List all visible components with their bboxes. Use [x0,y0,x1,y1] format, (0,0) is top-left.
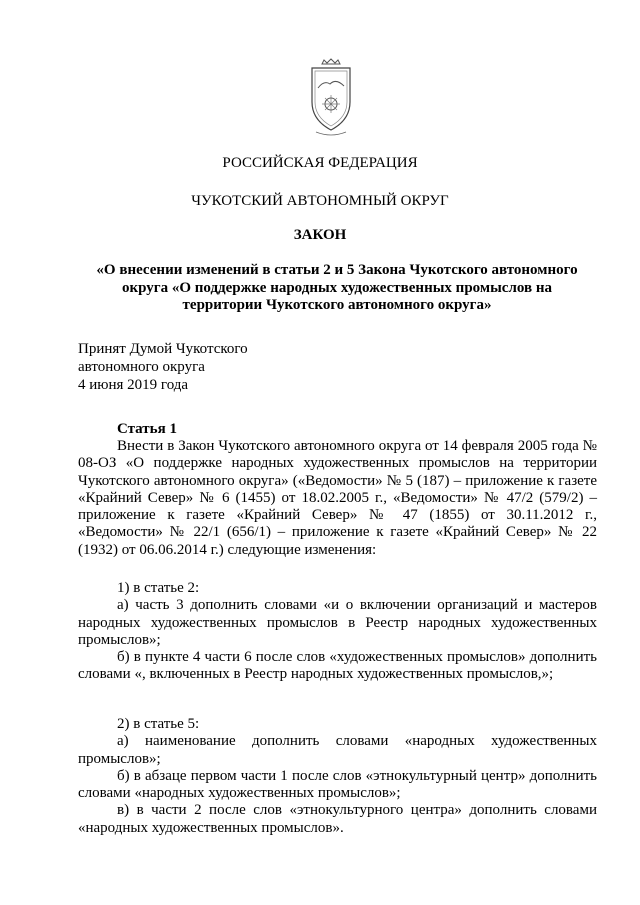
amendment-item: б) в пункте 4 части 6 после слов «художественных промыслов» дополнить словами «, включенных в Реестр народных художественных промыслов,»; [78,649,597,683]
adoption-date: 4 июня 2019 года [78,377,189,393]
article-intro [78,438,597,559]
law-title [78,262,596,315]
adoption-line: Принят Думой Чукотского [78,341,248,357]
law-title-line: «О внесении изменений в статьи 2 и 5 Закона Чукотского автономного [96,262,578,278]
adoption-note [78,340,248,394]
law-title-line: территории Чукотского автономного округа» [182,297,492,313]
article-heading: Статья 1 [117,421,177,437]
amendment-item: а) часть 3 дополнить словами «и о включении организаций и мастеров народных художественных промыслов в Реестр народных художественных промыслов»; [78,597,597,648]
adoption-line: автономного округа [78,359,205,375]
amendments-article-5 [78,716,597,837]
amendment-item: в) в части 2 после слов «этнокультурного центра» дополнить словами «народных художественных промыслов». [78,802,597,836]
law-title-line: округа «О поддержке народных художественных промыслов на [121,279,553,296]
amendment-item: а) наименование дополнить словами «народных художественных промыслов»; [78,733,597,767]
document-type-heading: ЗАКОН [293,227,347,243]
article-intro-text: Внести в Закон Чукотского автономного округа от 14 февраля 2005 года № 08-ОЗ «О поддержке народных художественных промыслов на территории Чукотского автономного округа» («Ведомости» № 5 (187) – приложение к газете «Крайний Север» № 6 (1455) от 18.02.2005 г., «Ведомости» № 47/2 (579/2) – приложение к газете «Крайний Север» № 47 (1855) от 30.11.2012 г., «Ведомости» № 22/1 (656/1) – приложение к газете «Крайний Север» № 22 (1932) от 06.06.2014 г.) следующие изменения: [78,438,597,558]
amendment-section-heading: 2) в статье 5: [117,716,200,732]
amendment-item: б) в абзаце первом части 1 после слов «этнокультурный центр» дополнить словами «народных художественных промыслов»; [78,767,597,802]
amendment-section-heading: 1) в статье 2: [117,580,200,596]
amendments-article-2 [78,580,597,684]
region-heading: ЧУКОТСКИЙ АВТОНОМНЫЙ ОКРУГ [191,193,449,209]
coat-of-arms-icon [302,58,360,138]
federation-heading: РОССИЙСКАЯ ФЕДЕРАЦИЯ [222,155,418,171]
